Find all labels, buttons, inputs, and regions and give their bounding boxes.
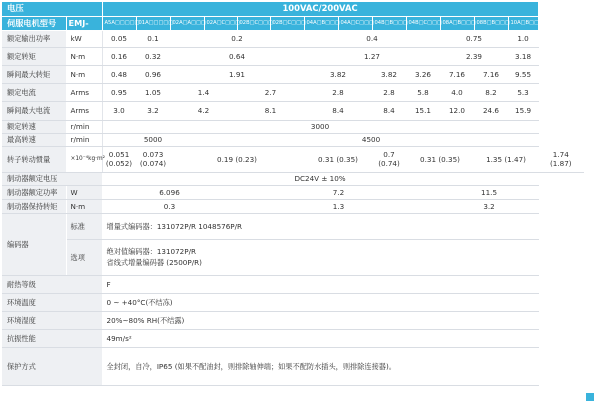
value-cell: 0.05 <box>102 30 136 47</box>
value-cell: 8.1 <box>237 101 304 120</box>
spec-table <box>2 2 584 386</box>
row-label: 额定转矩 <box>2 47 66 65</box>
value-cell: 4.0 <box>440 83 474 101</box>
value-cell: 8.4 <box>304 101 372 120</box>
model-prefix: EMJ- <box>66 16 102 30</box>
value-cell: 3.26 <box>406 65 440 83</box>
row-unit: Arms <box>66 83 102 101</box>
value-line: 0.051 <box>108 150 130 159</box>
value-cell: 1.0 <box>508 30 538 47</box>
row-label: 最高转速 <box>2 133 66 146</box>
model-cell: 08A□B□□□ <box>440 16 474 30</box>
model-row <box>2 16 584 30</box>
model-label: 伺服电机型号 <box>2 16 66 30</box>
encoder-opt-label: 选项 <box>66 239 102 275</box>
value-cell: 12.0 <box>440 101 474 120</box>
value-cell: 3.18 <box>508 47 538 65</box>
value-cell: 0.3 <box>102 199 237 213</box>
inertia-row <box>2 146 584 172</box>
max-speed-row <box>2 133 584 146</box>
value-cell: 3.2 <box>440 199 538 213</box>
model-cell: 02B□C□□□ <box>237 16 270 30</box>
encoder-opt-line: 绝对值编码器：131072P/R <box>106 247 197 256</box>
row-unit: ×10⁻⁴kg·m² <box>66 146 102 172</box>
row-label: 抗振性能 <box>2 329 102 347</box>
value-cell: 4.2 <box>170 101 237 120</box>
value-cell: 2.8 <box>304 83 372 101</box>
value-cell: 7.2 <box>237 185 440 199</box>
peak-torque-row <box>2 65 584 83</box>
vibration-row <box>2 329 584 347</box>
value-cell: 3.82 <box>304 65 372 83</box>
encoder-std-row <box>2 213 584 239</box>
value-cell: 0.31 (0.35) <box>304 146 372 172</box>
value-cell: 1.3 <box>237 199 440 213</box>
row-label: 额定输出功率 <box>2 30 66 47</box>
value-cell: DC24V ± 10% <box>102 172 538 185</box>
encoder-opt-row <box>2 239 584 275</box>
row-label: 制动器额定电压 <box>2 172 102 185</box>
rated-speed-row <box>2 120 584 133</box>
voltage-label: 电压 <box>2 2 102 16</box>
row-label: 环境湿度 <box>2 311 102 329</box>
value-cell: 0.64 <box>170 47 304 65</box>
value-cell: 0.2 <box>170 30 304 47</box>
value-cell: 0.4 <box>304 30 440 47</box>
brake-voltage-row <box>2 172 584 185</box>
rated-torque-row <box>2 47 584 65</box>
value-cell: 1.4 <box>170 83 237 101</box>
value-cell: 15.1 <box>406 101 440 120</box>
row-label: 制动器额定功率 <box>2 185 66 199</box>
row-label: 编码器 <box>2 213 66 275</box>
row-unit: N·m <box>66 65 102 83</box>
row-unit: N·m <box>66 47 102 65</box>
row-label: 额定转速 <box>2 120 66 133</box>
value-cell: 49m/s² <box>102 329 538 347</box>
value-cell: 2.39 <box>440 47 508 65</box>
value-line: (1.87) <box>549 158 572 168</box>
value-cell: 3.82 <box>372 65 406 83</box>
protection-row <box>2 347 584 385</box>
value-cell: 24.6 <box>474 101 508 120</box>
value-cell: 9.55 <box>508 65 538 83</box>
corner-accent <box>586 393 594 401</box>
value-cell: 0.48 <box>102 65 136 83</box>
row-label: 环境温度 <box>2 293 102 311</box>
value-cell: 4500 <box>204 133 538 146</box>
row-unit: Arms <box>66 101 102 120</box>
value-cell: 全封闭，自冷，IP65 (如果不配油封，则排除轴伸端；如果不配防水插头，则排除连接器)。 <box>102 347 538 385</box>
model-cell: 08B□B□□□ <box>474 16 508 30</box>
value-cell <box>538 146 583 172</box>
value-cell: 0.95 <box>102 83 136 101</box>
model-cell: 01A□□□□□ <box>136 16 170 30</box>
value-cell: 3.2 <box>136 101 170 120</box>
model-cell: A5A□□□□□ <box>102 16 136 30</box>
value-cell: 0.96 <box>136 65 170 83</box>
value-cell: 0.75 <box>440 30 508 47</box>
value-cell: 2.8 <box>372 83 406 101</box>
row-label: 耐热等级 <box>2 275 102 293</box>
value-cell <box>136 146 170 172</box>
brake-torque-row <box>2 199 584 213</box>
brake-power-row <box>2 185 584 199</box>
value-cell: 1.27 <box>304 47 440 65</box>
value-cell: 8.4 <box>372 101 406 120</box>
row-unit: N·m <box>66 199 102 213</box>
model-cell: 04A□B□□□ <box>304 16 338 30</box>
value-cell: 1.05 <box>136 83 170 101</box>
value-line: 1.74 <box>552 149 569 159</box>
value-line: 0.073 <box>142 150 164 159</box>
value-cell: 0.1 <box>136 30 170 47</box>
rated-output-row <box>2 30 584 47</box>
value-line: (0.052) <box>105 159 133 168</box>
value-cell: 5.8 <box>406 83 440 101</box>
value-cell: 0.31 (0.35) <box>406 146 474 172</box>
value-cell: 0 ~ +40°C(不结冻) <box>102 293 538 311</box>
row-unit: r/min <box>66 120 102 133</box>
model-cell: 02A□C□□□ <box>204 16 237 30</box>
value-cell: 2.7 <box>237 83 304 101</box>
encoder-std-value: 增量式编码器：131072P/R 1048576P/R <box>102 213 538 239</box>
value-cell: 1.35 (1.47) <box>474 146 538 172</box>
row-label: 制动器保持转矩 <box>2 199 66 213</box>
value-cell: 0.19 (0.23) <box>170 146 304 172</box>
value-cell: 11.5 <box>440 185 538 199</box>
model-cell: 02A□A□□□ <box>170 16 204 30</box>
value-line: (0.074) <box>139 159 167 168</box>
row-unit: W <box>66 185 102 199</box>
voltage-header-row <box>2 2 584 16</box>
value-cell: 0.32 <box>136 47 170 65</box>
model-cell: 04B□C□□□ <box>406 16 440 30</box>
value-cell <box>372 146 406 172</box>
row-label: 保护方式 <box>2 347 102 385</box>
rated-current-row <box>2 83 584 101</box>
value-cell: 6.096 <box>102 185 237 199</box>
env-temp-row <box>2 293 584 311</box>
value-line: 0.7 <box>383 150 395 159</box>
encoder-std-label: 标准 <box>66 213 102 239</box>
value-cell: 15.9 <box>508 101 538 120</box>
row-unit: r/min <box>66 133 102 146</box>
model-cell: 02B□C□□□ <box>270 16 304 30</box>
encoder-opt-line: 省线式增量编码器 (2500P/R) <box>106 258 202 267</box>
value-cell: 7.16 <box>474 65 508 83</box>
value-cell: 5.3 <box>508 83 538 101</box>
value-cell: 3000 <box>102 120 538 133</box>
value-line: (0.74) <box>378 159 400 168</box>
model-cell: 04B□B□□□ <box>372 16 406 30</box>
model-cell: 10A□B□□□ <box>508 16 538 30</box>
row-label: 额定电流 <box>2 83 66 101</box>
env-humidity-row <box>2 311 584 329</box>
row-unit: kW <box>66 30 102 47</box>
value-cell: 20%~80% RH(不结露) <box>102 311 538 329</box>
insulation-row <box>2 275 584 293</box>
value-cell: F <box>102 275 538 293</box>
voltage-value: 100VAC/200VAC <box>102 2 538 16</box>
value-cell: 1.91 <box>170 65 304 83</box>
value-cell <box>102 146 136 172</box>
row-label: 瞬间最大转矩 <box>2 65 66 83</box>
row-label: 瞬间最大电流 <box>2 101 66 120</box>
value-cell: 3.0 <box>102 101 136 120</box>
model-cell: 04A□C□□□ <box>338 16 372 30</box>
value-cell: 5000 <box>102 133 204 146</box>
value-cell: 8.2 <box>474 83 508 101</box>
peak-current-row <box>2 101 584 120</box>
value-cell: 0.16 <box>102 47 136 65</box>
row-label: 转子转动惯量 <box>2 146 66 172</box>
value-cell: 7.16 <box>440 65 474 83</box>
encoder-opt-value <box>102 239 538 275</box>
